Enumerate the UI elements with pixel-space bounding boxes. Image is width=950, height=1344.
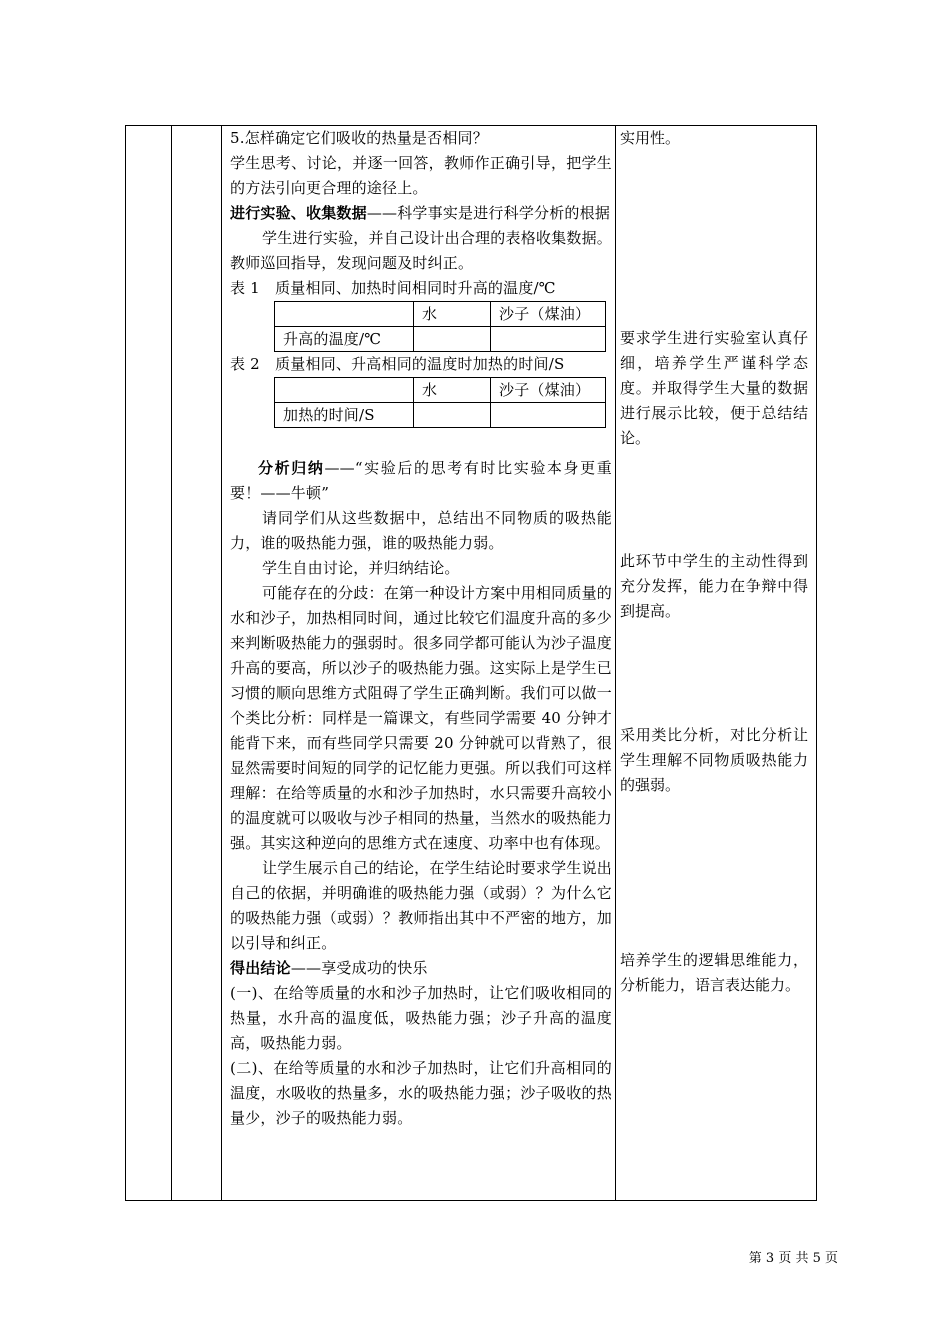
question-5: 5.怎样确定它们吸收的热量是否相同？: [230, 129, 488, 147]
spacer: [230, 428, 612, 456]
note-1: 实用性。: [620, 129, 681, 147]
conclusion-1: (一)、在给等质量的水和沙子加热时，让它们吸收相同的热量，水升高的温度低，吸热能力强；沙子升高的温度高，吸热能力弱。: [230, 984, 612, 1052]
table2-row-label: 加热的时间/S: [275, 403, 414, 428]
experiment-text: 学生进行实验，并自己设计出合理的表格收集数据。教师巡回指导，发现问题及时纠正。: [230, 229, 612, 272]
table1-header-water: 水: [414, 302, 491, 327]
table2-header-empty: [275, 378, 414, 403]
note-3: 此环节中学生的主动性得到充分发挥，能力在争辩中得到提高。: [620, 552, 808, 620]
note-4: 采用类比分析，对比分析让学生理解不同物质吸热能力的强弱。: [620, 726, 808, 794]
main-content-column: [230, 126, 612, 1131]
table2-header-sand: 沙子（煤油）: [491, 378, 606, 403]
column-divider: [615, 126, 616, 1200]
experiment-heading: 进行实验、收集数据: [230, 204, 367, 222]
table1-header-sand: 沙子（煤油）: [491, 302, 606, 327]
table2: [274, 377, 606, 428]
conclusion-heading: 得出结论: [230, 959, 291, 977]
question-5-answer: 学生思考、讨论，并逐一回答，教师作正确引导，把学生的方法引向更合理的途径上。: [230, 154, 612, 197]
table1: [274, 301, 606, 352]
table2-cell: [414, 403, 491, 428]
experiment-section: [230, 201, 612, 226]
experiment-heading-rest: ——科学事实是进行科学分析的根据: [366, 204, 611, 222]
analysis-section: [230, 456, 612, 506]
analysis-paragraph-4: 让学生展示自己的结论，在学生结论时要求学生说出自己的依据，并明确谁的吸热能力强（或弱）？为什么它的吸热能力强（或弱）？教师指出其中不严密的地方，加以引导和纠正。: [230, 859, 612, 952]
analysis-paragraph-1: 请同学们从这些数据中，总结出不同物质的吸热能力，谁的吸热能力强，谁的吸热能力弱。: [230, 509, 612, 552]
conclusion-2: (二)、在给等质量的水和沙子加热时，让它们升高相同的温度，水吸收的热量多，水的吸热能力强；沙子吸收的热量少，沙子的吸热能力弱。: [230, 1059, 612, 1127]
table2-caption: 表 2 质量相同、升高相同的温度时加热的时间/S: [230, 355, 565, 373]
analysis-heading-rest: ——“实验后的思考有时比实验本身更重要！——牛顿”: [230, 459, 612, 502]
analysis-heading: 分析归纳: [258, 459, 325, 477]
note-5: 培养学生的逻辑思维能力，分析能力，语言表达能力。: [620, 951, 808, 994]
table2-cell: [491, 403, 606, 428]
table1-cell: [414, 327, 491, 352]
table2-header-water: 水: [414, 378, 491, 403]
analysis-paragraph-2: 学生自由讨论，并归纳结论。: [262, 559, 460, 577]
conclusion-section: [230, 956, 612, 981]
table1-row-label: 升高的温度/℃: [275, 327, 414, 352]
analysis-paragraph-3: 可能存在的分歧：在第一种设计方案中用相同质量的水和沙子，加热相同时间，通过比较它们温度升高的多少来判断吸热能力的强弱时。很多同学都可能认为沙子温度升高的要高，所以沙子的吸热能力强。这实际上是学生已习惯的顺向思维方式阻碍了学生正确判断。我们可以做一个类比分析：同样是一篇课文，有些同学需要 40 分钟才能背下来，而有些同学只需要 20 分钟就可以背熟了，很显然需要时间短的同学的记忆能力更强。所以我们可这样理解：在给等质量的水和沙子加热时，水只需要升高较小的温度就可以吸收与沙子相同的热量，当然水的吸热能力强。其实这种逆向的思维方式在速度、功率中也有体现。: [230, 584, 612, 852]
table1-header-empty: [275, 302, 414, 327]
note-2: 要求学生进行实验室认真仔细，培养学生严谨科学态度。并取得学生大量的数据进行展示比较，便于总结结论。: [620, 329, 808, 447]
table1-cell: [491, 327, 606, 352]
column-divider: [221, 126, 222, 1200]
conclusion-heading-rest: ——享受成功的快乐: [290, 959, 428, 977]
table1-caption: 表 1 质量相同、加热时间相同时升高的温度/℃: [230, 279, 556, 297]
lesson-table: [125, 125, 817, 1201]
column-divider: [171, 126, 172, 1200]
page-number: 第 3 页 共 5 页: [748, 1251, 838, 1266]
